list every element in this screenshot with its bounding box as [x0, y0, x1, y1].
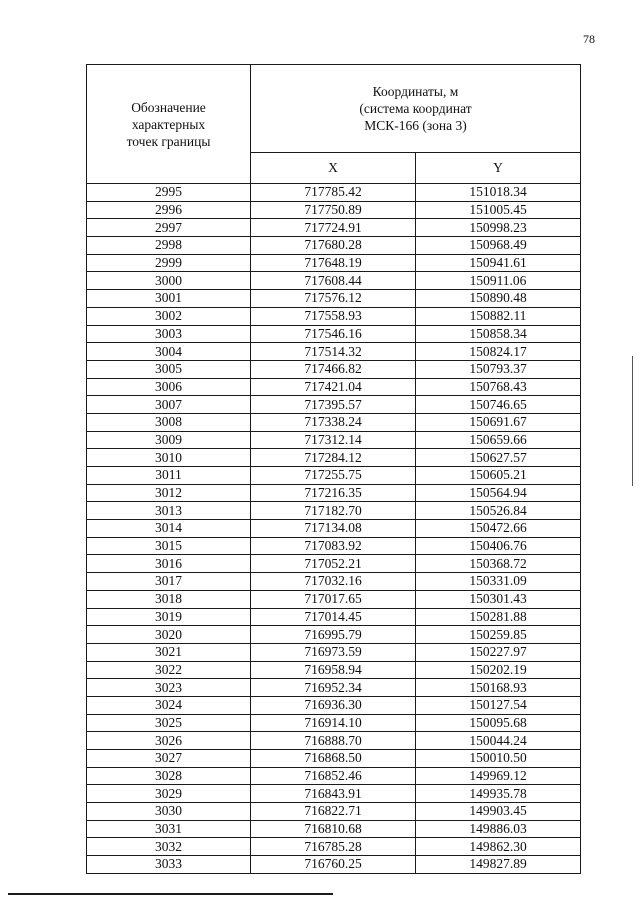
point-cell: 3017: [87, 573, 251, 591]
point-cell: 3003: [87, 325, 251, 343]
point-cell: 3025: [87, 714, 251, 732]
x-coordinate-cell: 716888.70: [251, 732, 416, 750]
table-row: [87, 838, 581, 856]
point-cell: 3001: [87, 290, 251, 308]
point-cell: 3019: [87, 608, 251, 626]
point-cell: 3026: [87, 732, 251, 750]
table-row: [87, 608, 581, 626]
x-coordinate-cell: 716760.25: [251, 856, 416, 874]
y-coordinate-cell: 149903.45: [416, 803, 581, 821]
x-coordinate-cell: 717052.21: [251, 555, 416, 573]
coords-header-line: МСК-166 (зона 3): [364, 117, 467, 133]
y-coordinate-cell: 150746.65: [416, 396, 581, 414]
point-cell: 3032: [87, 838, 251, 856]
table-row: [87, 449, 581, 467]
table-row: [87, 785, 581, 803]
x-coordinate-cell: 717017.65: [251, 590, 416, 608]
y-coordinate-cell: 150259.85: [416, 626, 581, 644]
x-coordinate-cell: 717014.45: [251, 608, 416, 626]
y-coordinate-cell: 150526.84: [416, 502, 581, 520]
point-cell: 3004: [87, 343, 251, 361]
y-coordinate-cell: 149969.12: [416, 767, 581, 785]
y-coordinate-cell: 150168.93: [416, 679, 581, 697]
x-coordinate-cell: 717648.19: [251, 254, 416, 272]
table-header-row: [87, 65, 581, 153]
table-row: [87, 484, 581, 502]
y-coordinate-cell: 149935.78: [416, 785, 581, 803]
table-row: [87, 643, 581, 661]
table-row: [87, 272, 581, 290]
x-coordinate-cell: 716952.34: [251, 679, 416, 697]
point-cell: 3029: [87, 785, 251, 803]
x-coordinate-cell: 717032.16: [251, 573, 416, 591]
y-coordinate-cell: 150095.68: [416, 714, 581, 732]
y-coordinate-cell: 150824.17: [416, 343, 581, 361]
table-row: [87, 590, 581, 608]
y-coordinate-cell: 150044.24: [416, 732, 581, 750]
y-coordinate-cell: 150368.72: [416, 555, 581, 573]
y-coordinate-cell: 150941.61: [416, 254, 581, 272]
x-coordinate-cell: 717338.24: [251, 413, 416, 431]
point-cell: 3011: [87, 467, 251, 485]
y-coordinate-cell: 150010.50: [416, 750, 581, 768]
table-row: [87, 750, 581, 768]
y-coordinate-cell: 150858.34: [416, 325, 581, 343]
y-coordinate-cell: 150227.97: [416, 643, 581, 661]
coordinates-table: [86, 64, 581, 874]
point-cell: 3031: [87, 820, 251, 838]
point-cell: 3016: [87, 555, 251, 573]
point-cell: 3014: [87, 520, 251, 538]
x-coordinate-cell: 716973.59: [251, 643, 416, 661]
table-row: [87, 573, 581, 591]
y-coordinate-cell: 150659.66: [416, 431, 581, 449]
point-cell: 3027: [87, 750, 251, 768]
point-cell: 2997: [87, 219, 251, 237]
point-cell: 3020: [87, 626, 251, 644]
table-row: [87, 537, 581, 555]
point-header-line: характерных: [131, 116, 206, 132]
x-coordinate-cell: 716936.30: [251, 696, 416, 714]
y-coordinate-cell: 151018.34: [416, 184, 581, 202]
x-coordinate-cell: 717182.70: [251, 502, 416, 520]
table-row: [87, 219, 581, 237]
coords-header-line: (система координат: [359, 100, 472, 116]
point-header-line: Обозначение: [131, 99, 206, 115]
x-coordinate-cell: 717576.12: [251, 290, 416, 308]
table-body: [87, 184, 581, 874]
point-cell: 3009: [87, 431, 251, 449]
table-row: [87, 555, 581, 573]
x-coordinate-cell: 717785.42: [251, 184, 416, 202]
x-coordinate-cell: 717312.14: [251, 431, 416, 449]
table-row: [87, 360, 581, 378]
table-row: [87, 184, 581, 202]
y-coordinate-cell: 149886.03: [416, 820, 581, 838]
table-row: [87, 254, 581, 272]
x-coordinate-cell: 717284.12: [251, 449, 416, 467]
x-coordinate-cell: 717724.91: [251, 219, 416, 237]
table-row: [87, 696, 581, 714]
x-coordinate-cell: 716995.79: [251, 626, 416, 644]
point-cell: 3033: [87, 856, 251, 874]
y-coordinate-cell: 150768.43: [416, 378, 581, 396]
y-coordinate-cell: 150793.37: [416, 360, 581, 378]
point-cell: 3000: [87, 272, 251, 290]
point-cell: 3010: [87, 449, 251, 467]
point-cell: 3030: [87, 803, 251, 821]
coords-header-line: Координаты, м: [372, 83, 459, 99]
point-cell: 3022: [87, 661, 251, 679]
y-coordinate-cell: 151005.45: [416, 201, 581, 219]
point-designation-header: [87, 65, 251, 184]
table-row: [87, 201, 581, 219]
x-coordinate-cell: 716852.46: [251, 767, 416, 785]
x-coordinate-cell: 716785.28: [251, 838, 416, 856]
x-coordinate-cell: 717216.35: [251, 484, 416, 502]
x-coordinate-cell: 717608.44: [251, 272, 416, 290]
x-coordinate-cell: 717514.32: [251, 343, 416, 361]
y-coordinate-cell: 150281.88: [416, 608, 581, 626]
table-row: [87, 820, 581, 838]
scan-edge-mark: [632, 356, 633, 486]
x-coordinate-cell: 717558.93: [251, 307, 416, 325]
y-coordinate-cell: 150605.21: [416, 467, 581, 485]
point-cell: 3018: [87, 590, 251, 608]
point-cell: 3024: [87, 696, 251, 714]
point-cell: 2996: [87, 201, 251, 219]
table-row: [87, 396, 581, 414]
y-column-header: Y: [416, 152, 581, 183]
y-coordinate-cell: 150202.19: [416, 661, 581, 679]
table-row: [87, 520, 581, 538]
y-coordinate-cell: 150882.11: [416, 307, 581, 325]
table-row: [87, 679, 581, 697]
table-row: [87, 307, 581, 325]
x-coordinate-cell: 716810.68: [251, 820, 416, 838]
table-row: [87, 237, 581, 255]
table-row: [87, 431, 581, 449]
x-coordinate-cell: 717680.28: [251, 237, 416, 255]
y-coordinate-cell: 150301.43: [416, 590, 581, 608]
table-row: [87, 378, 581, 396]
x-column-header: X: [251, 152, 416, 183]
x-coordinate-cell: 717421.04: [251, 378, 416, 396]
x-coordinate-cell: 717546.16: [251, 325, 416, 343]
point-cell: 3013: [87, 502, 251, 520]
y-coordinate-cell: 150564.94: [416, 484, 581, 502]
point-cell: 3012: [87, 484, 251, 502]
y-coordinate-cell: 150691.67: [416, 413, 581, 431]
y-coordinate-cell: 150127.54: [416, 696, 581, 714]
x-coordinate-cell: 716914.10: [251, 714, 416, 732]
y-coordinate-cell: 150406.76: [416, 537, 581, 555]
x-coordinate-cell: 716868.50: [251, 750, 416, 768]
point-cell: 2999: [87, 254, 251, 272]
y-coordinate-cell: 150331.09: [416, 573, 581, 591]
y-coordinate-cell: 150890.48: [416, 290, 581, 308]
x-coordinate-cell: 717466.82: [251, 360, 416, 378]
table-row: [87, 856, 581, 874]
footer-rule: [8, 893, 333, 895]
point-cell: 3008: [87, 413, 251, 431]
x-coordinate-cell: 716843.91: [251, 785, 416, 803]
x-coordinate-cell: 717750.89: [251, 201, 416, 219]
x-coordinate-cell: 717134.08: [251, 520, 416, 538]
table-row: [87, 467, 581, 485]
table-row: [87, 626, 581, 644]
y-coordinate-cell: 149827.89: [416, 856, 581, 874]
table-row: [87, 502, 581, 520]
point-cell: 2998: [87, 237, 251, 255]
y-coordinate-cell: 150911.06: [416, 272, 581, 290]
x-coordinate-cell: 716822.71: [251, 803, 416, 821]
table-row: [87, 803, 581, 821]
y-coordinate-cell: 149862.30: [416, 838, 581, 856]
point-cell: 3005: [87, 360, 251, 378]
table-row: [87, 732, 581, 750]
point-cell: 3002: [87, 307, 251, 325]
table-row: [87, 661, 581, 679]
x-coordinate-cell: 716958.94: [251, 661, 416, 679]
point-cell: 3007: [87, 396, 251, 414]
point-header-line: точек границы: [126, 133, 211, 149]
point-cell: 3028: [87, 767, 251, 785]
y-coordinate-cell: 150998.23: [416, 219, 581, 237]
point-cell: 3015: [87, 537, 251, 555]
y-coordinate-cell: 150968.49: [416, 237, 581, 255]
table-row: [87, 767, 581, 785]
table-row: [87, 714, 581, 732]
y-coordinate-cell: 150627.57: [416, 449, 581, 467]
table-row: [87, 325, 581, 343]
y-coordinate-cell: 150472.66: [416, 520, 581, 538]
point-cell: 3021: [87, 643, 251, 661]
point-cell: 2995: [87, 184, 251, 202]
point-cell: 3023: [87, 679, 251, 697]
x-coordinate-cell: 717083.92: [251, 537, 416, 555]
x-coordinate-cell: 717395.57: [251, 396, 416, 414]
coordinates-header: [251, 65, 581, 153]
x-coordinate-cell: 717255.75: [251, 467, 416, 485]
page-number: 78: [583, 32, 595, 46]
table-row: [87, 413, 581, 431]
table-row: [87, 343, 581, 361]
table-row: [87, 290, 581, 308]
point-cell: 3006: [87, 378, 251, 396]
